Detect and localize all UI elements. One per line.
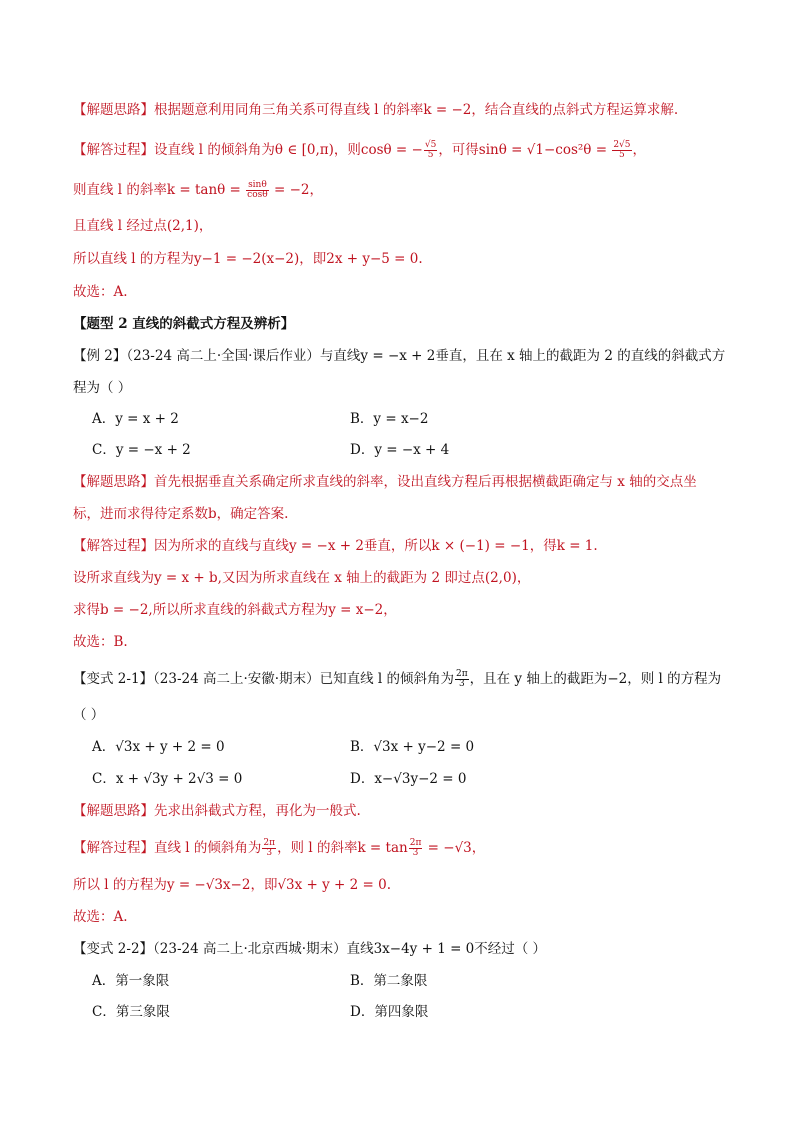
example2-option-a: A．y = x + 2 [92,411,179,427]
solution-process-1-text-b: ，可得sinθ = √1−cos²θ = [438,142,612,158]
solution-point-line: 且直线 l 经过点(2,1)， [73,218,213,234]
solution-process-1-text-a: 【解答过程】设直线 l 的倾斜角为θ ∈ [0,π)，则cosθ = − [73,142,423,158]
variant21-question-a [73,670,721,689]
fraction-2pi-over-3-c: $\frac{2\pi}{3}$ [409,838,422,858]
example2-process-b: 设所求直线为y = x + b,又因为所求直线在 x 轴上的截距为 2 即过点(2,0)， [73,570,531,586]
solution-process-1 [73,141,646,160]
variant21-process-text-a: 【解答过程】直线 l 的倾斜角为 [73,840,262,856]
variant22-option-d: D．第四象限 [350,1004,429,1020]
example2-option-c: C．y = −x + 2 [92,442,191,458]
example2-question-b: 程为（ ） [73,380,132,396]
example2-option-d: D．y = −x + 4 [350,442,450,458]
variant22-option-a: A．第一象限 [92,973,170,989]
solution-slope-line [73,181,323,200]
variant21-process-text-b: ，则 l 的斜率k = tan [277,840,408,856]
variant21-option-a: A．√3x + y + 2 = 0 [92,739,225,755]
example2-question-a: 【例 2】（23-24 高二上·全国·课后作业）与直线y = −x + 2垂直，且在 x 轴上的截距为 2 的直线的斜截式方 [73,348,726,364]
example2-process-c: 求得b = −2,所以所求直线的斜截式方程为y = x−2， [73,602,397,618]
solution-process-1-text-c: ， [632,142,647,158]
slope-text-a: 则直线 l 的斜率k = tanθ = [73,182,246,198]
fraction-2pi-over-3-b: $\frac{2\pi}{3}$ [263,838,276,858]
solution-equation-line: 所以直线 l 的方程为y−1 = −2(x−2)，即2x + y−5 = 0. [73,251,423,267]
solution-answer-1: 故选：A. [73,284,128,300]
fraction-sqrt5-over-5: $\frac{√5}{5}$ [424,140,437,160]
variant21-process-b: 所以 l 的方程为y = −√3x−2，即√3x + y + 2 = 0. [73,877,392,893]
variant21-text-a: 【变式 2-1】（23-24 高二上·安徽·期末）已知直线 l 的倾斜角为 [73,671,454,687]
example2-idea-a: 【解题思路】首先根据垂直关系确定所求直线的斜率，设出直线方程后再根据横截距确定与 x 轴的交点坐 [73,474,697,490]
solution-idea-1: 【解题思路】根据题意利用同角三角关系可得直线 l 的斜率k = −2，结合直线的点斜式方程运算求解. [73,102,679,118]
variant21-text-b: ，且在 y 轴上的截距为−2，则 l 的方程为 [469,671,722,687]
variant21-option-c: C．x + √3y + 2√3 = 0 [92,771,243,787]
variant21-question-b: （ ） [73,707,105,723]
variant21-option-b: B．√3x + y−2 = 0 [350,739,475,755]
example2-answer: 故选：B. [73,634,128,650]
example2-process-a: 【解答过程】因为所求的直线与直线y = −x + 2垂直，所以k × (−1) = −1，得k = 1. [73,538,598,554]
fraction-sin-over-cos: $\frac{\sin\theta}{\cos\theta}$ [247,180,268,200]
example2-option-b: B．y = x−2 [350,411,429,427]
fraction-2sqrt5-over-5: $\frac{2√5}{5}$ [613,140,631,160]
fraction-2pi-over-3: $\frac{2\pi}{3}$ [455,669,468,689]
variant21-process-a [73,839,485,858]
example2-idea-b: 标，进而求得待定系数b，确定答案. [73,506,289,522]
variant22-option-c: C．第三象限 [92,1004,170,1020]
variant21-idea: 【解题思路】先求出斜截式方程，再化为一般式. [73,803,361,819]
variant22-option-b: B．第二象限 [350,973,428,989]
variant21-process-text-c: = −√3， [423,840,486,856]
variant22-question: 【变式 2-2】（23-24 高二上·北京西城·期末）直线3x−4y + 1 = 0不经过（ ） [73,941,547,957]
slope-text-b: = −2， [269,182,323,198]
variant21-answer: 故选：A. [73,909,128,925]
variant21-option-d: D．x−√3y−2 = 0 [350,771,467,787]
section-heading-type2: 【题型 2 直线的斜截式方程及辨析】 [73,316,295,332]
